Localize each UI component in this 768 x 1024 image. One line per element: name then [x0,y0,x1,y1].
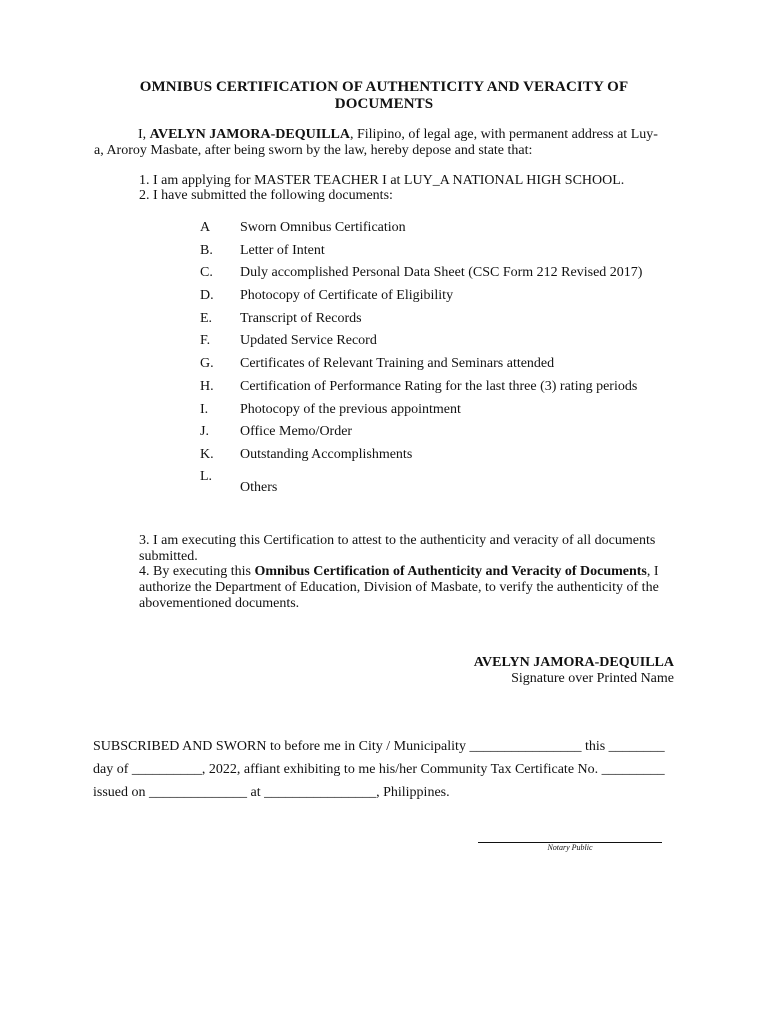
signature-caption: Signature over Printed Name [511,671,674,686]
list-item-text: Certification of Performance Rating for the last three (3) rating periods [240,378,638,394]
list-item [200,401,680,424]
jurat-paragraph [93,735,673,804]
list-item-others [200,469,680,503]
list-item-letter: F. [200,333,211,349]
list-item-text: Transcript of Records [240,310,362,326]
list-item-text: Sworn Omnibus Certification [240,220,406,235]
list-item-text: Office Memo/Order [240,424,353,440]
statement-4-suffix: , I [646,564,659,579]
list-item-letter: H. [200,378,214,394]
list-item-letter: D. [200,288,214,304]
statement-4 [139,564,674,612]
statement-4-line3: abovementioned documents. [139,596,300,611]
list-item [200,310,680,333]
submitted-documents-list [200,219,680,503]
list-item [200,423,680,446]
intro-line2: a, Aroroy Masbate, after being sworn by the law, hereby depose and state that: [94,143,533,158]
list-item-letter: E. [200,310,213,326]
list-item-letter: J. [200,424,209,440]
list-item-letter: B. [200,242,213,258]
list-item [200,287,680,310]
list-item-text: Certificates of Relevant Training and Seminars attended [240,356,555,372]
list-item-text: Others [240,479,278,495]
certification-name: Omnibus Certification of Authenticity and Veracity of Documents [254,564,647,579]
list-item [200,332,680,355]
list-item-text: Photocopy of the previous appointment [240,401,461,417]
statement-1: 1. I am applying for MASTER TEACHER I at LUY_A NATIONAL HIGH SCHOOL. [139,173,625,188]
list-item-letter: A [200,220,211,235]
statement-4-line2: authorize the Department of Education, Division of Masbate, to verify the authenticity of the [139,580,659,595]
jurat-line1: SUBSCRIBED AND SWORN to before me in City / Municipality ________________ this ________ [93,739,665,754]
statement-4-prefix: 4. By executing this [139,564,255,579]
list-item-letter: I. [200,401,209,417]
list-item-text: Photocopy of Certificate of Eligibility [240,288,454,304]
jurat-line3: issued on ______________ at ________________, Philippines. [93,785,450,800]
document-title-line2: DOCUMENTS [334,96,434,112]
affiant-name: AVELYN JAMORA-DEQUILLA [149,127,350,142]
list-item-text: Letter of Intent [240,242,325,258]
statement-3 [139,533,674,565]
notary-label: Notary Public [547,843,593,852]
statement-3-line2: submitted. [139,549,198,564]
statement-3-line1: 3. I am executing this Certification to attest to the authenticity and veracity of all documents [139,533,656,548]
list-item-letter: C. [200,265,213,281]
list-item [200,355,680,378]
signatory-name: AVELYN JAMORA-DEQUILLA [473,655,674,670]
intro-paragraph [94,127,674,159]
list-item [200,264,680,287]
list-item-text: Updated Service Record [240,333,377,349]
intro-line1-rest: , Filipino, of legal age, with permanent address at Luy- [349,127,658,142]
list-item [200,219,680,242]
list-item-letter: L. [200,468,213,484]
list-item-text: Duly accomplished Personal Data Sheet (CSC Form 212 Revised 2017) [240,265,643,281]
list-item-text: Outstanding Accomplishments [240,446,413,462]
list-item [200,378,680,401]
statement-2: 2. I have submitted the following documents: [139,188,393,203]
list-item-letter: K. [200,446,214,462]
jurat-line2: day of __________, 2022, affiant exhibiting to me his/her Community Tax Certificate No. _________ [93,762,665,777]
intro-prefix: I, [138,127,150,142]
list-item-letter: G. [200,356,214,372]
document-title-line1: OMNIBUS CERTIFICATION OF AUTHENTICITY AND VERACITY OF [139,79,629,95]
list-item [200,446,680,469]
document-title [96,79,672,113]
list-item [200,242,680,265]
